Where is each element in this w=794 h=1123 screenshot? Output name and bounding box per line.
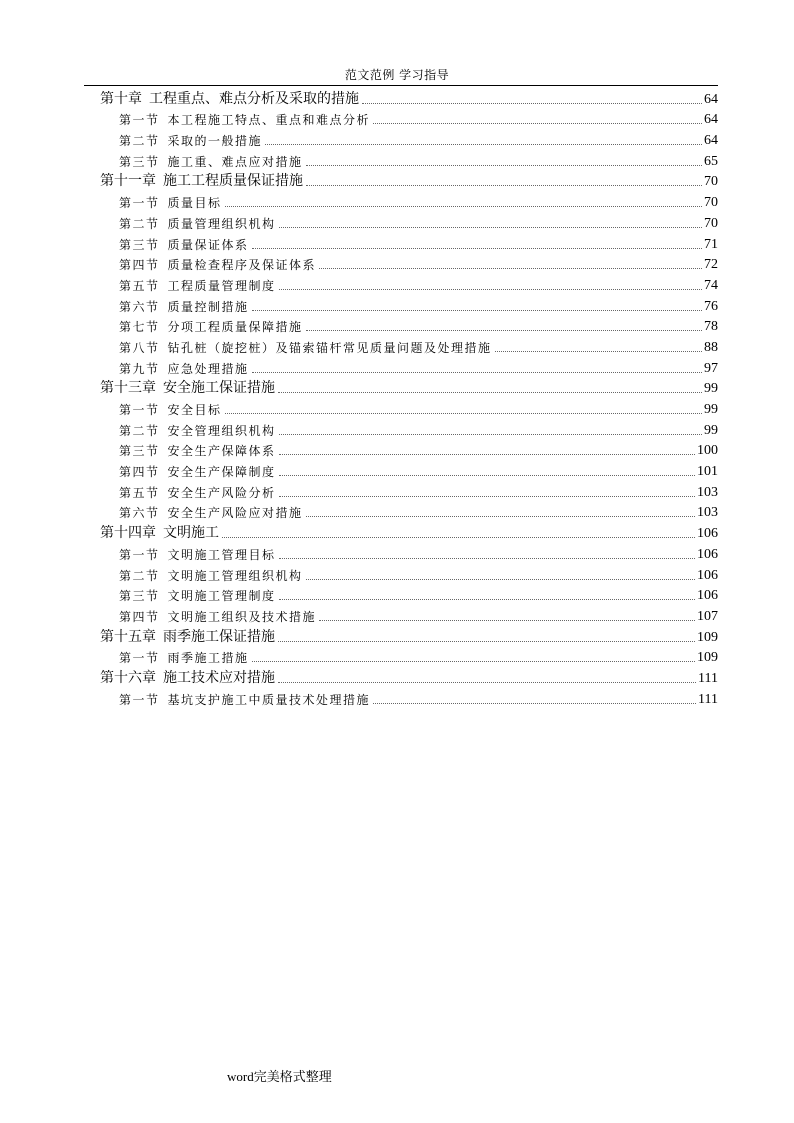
toc-entry-title: 雨季施工保证措施 (163, 628, 275, 645)
toc-dot-leader (225, 205, 702, 207)
toc-section-entry[interactable] (100, 335, 718, 356)
toc-section-entry[interactable] (100, 563, 718, 584)
table-of-contents (100, 87, 718, 708)
toc-entry-number: 第八节 (119, 340, 160, 355)
toc-dot-leader (252, 371, 702, 373)
toc-entry-number: 第九节 (119, 361, 160, 376)
toc-page-number: 97 (704, 360, 718, 376)
toc-entry-title: 安全生产风险应对措施 (167, 506, 303, 521)
toc-section-entry[interactable] (100, 397, 718, 418)
toc-entry-title: 质量检查程序及保证体系 (167, 258, 317, 273)
toc-page-number: 72 (704, 257, 718, 273)
toc-chapter-entry[interactable] (100, 170, 718, 191)
toc-entry-title: 质量保证体系 (167, 237, 249, 252)
toc-section-entry[interactable] (100, 501, 718, 522)
toc-entry-number: 第五节 (119, 485, 160, 500)
toc-entry-number: 第二节 (119, 568, 160, 583)
toc-entry-title: 文明施工管理目标 (167, 547, 276, 562)
toc-chapter-entry[interactable] (100, 625, 718, 646)
toc-entry-title: 雨季施工措施 (167, 651, 249, 666)
toc-entry-number: 第六节 (119, 299, 160, 314)
toc-entry-number: 第二节 (119, 216, 160, 231)
toc-section-entry[interactable] (100, 190, 718, 211)
toc-entry-title: 文明施工管理制度 (167, 589, 276, 604)
toc-entry-title: 文明施工 (163, 525, 219, 542)
toc-section-entry[interactable] (100, 128, 718, 149)
toc-entry-number: 第十四章 (100, 525, 156, 542)
toc-page-number: 78 (704, 319, 718, 335)
toc-entry-number: 第一节 (119, 113, 160, 128)
toc-dot-leader (278, 640, 695, 642)
toc-entry-title: 本工程施工特点、重点和难点分析 (167, 113, 371, 128)
toc-chapter-entry[interactable] (100, 87, 718, 108)
toc-entry-number: 第一节 (119, 547, 160, 562)
toc-page-number: 111 (698, 691, 718, 707)
toc-page-number: 106 (697, 567, 718, 583)
toc-entry-number: 第六节 (119, 506, 160, 521)
toc-dot-leader (278, 391, 702, 393)
toc-entry-number: 第三节 (119, 154, 160, 169)
toc-entry-title: 安全管理组织机构 (167, 423, 276, 438)
toc-section-entry[interactable] (100, 253, 718, 274)
toc-dot-leader (279, 557, 695, 559)
toc-page-number: 70 (704, 195, 718, 211)
toc-page-number: 100 (697, 443, 718, 459)
toc-entry-number: 第一节 (119, 692, 160, 707)
toc-entry-number: 第二节 (119, 423, 160, 438)
toc-entry-number: 第十一章 (100, 173, 156, 190)
toc-entry-title: 施工技术应对措施 (163, 669, 275, 686)
toc-section-entry[interactable] (100, 356, 718, 377)
toc-page-number: 99 (704, 402, 718, 417)
toc-entry-number: 第三节 (119, 444, 160, 459)
toc-entry-number: 第五节 (119, 278, 160, 293)
toc-entry-title: 文明施工管理组织机构 (167, 568, 303, 583)
toc-page-number: 64 (704, 133, 718, 149)
toc-chapter-entry[interactable] (100, 521, 718, 542)
toc-dot-leader (495, 350, 702, 352)
toc-dot-leader (278, 681, 696, 683)
toc-entry-title: 采取的一般措施 (167, 134, 263, 149)
toc-entry-title: 分项工程质量保障措施 (167, 320, 303, 335)
toc-dot-leader (319, 267, 702, 269)
toc-dot-leader (319, 619, 695, 621)
toc-dot-leader (279, 474, 695, 476)
toc-dot-leader (279, 433, 702, 435)
toc-entry-title: 工程质量管理制度 (167, 278, 276, 293)
toc-entry-number: 第十六章 (100, 669, 156, 686)
toc-dot-leader (252, 660, 695, 662)
toc-dot-leader (279, 288, 702, 290)
toc-section-entry[interactable] (100, 604, 718, 625)
toc-entry-number: 第一节 (119, 403, 160, 417)
toc-page-number: 101 (697, 464, 718, 480)
toc-page-number: 103 (697, 505, 718, 521)
toc-page-number: 88 (704, 339, 718, 355)
toc-dot-leader (373, 702, 696, 704)
toc-dot-leader (265, 143, 702, 145)
toc-entry-title: 安全生产保障制度 (167, 465, 276, 480)
toc-page-number: 74 (704, 277, 718, 293)
toc-section-entry[interactable] (100, 273, 718, 294)
toc-entry-number: 第三节 (119, 237, 160, 252)
toc-entry-title: 安全施工保证措施 (163, 380, 275, 397)
toc-section-entry[interactable] (100, 232, 718, 253)
toc-entry-title: 安全生产保障体系 (167, 444, 276, 459)
toc-section-entry[interactable] (100, 418, 718, 439)
toc-dot-leader (306, 164, 702, 166)
toc-dot-leader (279, 598, 695, 600)
toc-section-entry[interactable] (100, 439, 718, 460)
toc-page-number: 103 (697, 484, 718, 500)
toc-entry-number: 第四节 (119, 258, 160, 273)
toc-dot-leader (225, 412, 702, 414)
toc-dot-leader (373, 122, 702, 124)
toc-entry-number: 第三节 (119, 589, 160, 604)
toc-page-number: 70 (704, 215, 718, 231)
toc-section-entry[interactable] (100, 646, 718, 667)
toc-dot-leader (306, 329, 702, 331)
header-rule (84, 85, 718, 86)
toc-dot-leader (252, 247, 702, 249)
toc-dot-leader (279, 453, 695, 455)
toc-page-number: 107 (697, 608, 718, 624)
toc-entry-title: 质量目标 (167, 196, 222, 211)
toc-chapter-entry[interactable] (100, 377, 718, 398)
page-header: 范文范例 学习指导 (344, 68, 450, 82)
toc-dot-leader (306, 184, 702, 186)
toc-entry-number: 第二节 (119, 134, 160, 149)
toc-dot-leader (279, 226, 702, 228)
toc-entry-number: 第四节 (119, 609, 160, 624)
toc-dot-leader (222, 536, 695, 538)
toc-page-number: 99 (704, 381, 718, 397)
toc-section-entry[interactable] (100, 542, 718, 563)
toc-entry-title: 质量控制措施 (167, 299, 249, 314)
toc-entry-number: 第十三章 (100, 380, 156, 397)
toc-page-number: 106 (697, 546, 718, 562)
toc-entry-number: 第七节 (119, 320, 160, 335)
toc-dot-leader (306, 578, 695, 580)
toc-dot-leader (279, 495, 695, 497)
page-footer: word完美格式整理 (227, 1069, 332, 1084)
toc-entry-title: 工程重点、难点分析及采取的措施 (149, 90, 359, 107)
toc-section-entry[interactable] (100, 584, 718, 605)
toc-dot-leader (362, 102, 702, 104)
toc-section-entry[interactable] (100, 294, 718, 315)
toc-page-number: 111 (698, 670, 718, 686)
toc-chapter-entry[interactable] (100, 666, 718, 687)
toc-entry-title: 钻孔桩（旋挖桩）及锚索锚杆常见质量问题及处理措施 (167, 340, 492, 355)
toc-page-number: 76 (704, 298, 718, 314)
toc-page-number: 64 (704, 91, 718, 107)
toc-entry-title: 施工重、难点应对措施 (167, 154, 303, 169)
toc-entry-number: 第十五章 (100, 628, 156, 645)
toc-entry-title: 安全生产风险分析 (167, 485, 276, 500)
toc-dot-leader (252, 309, 702, 311)
toc-entry-title: 文明施工组织及技术措施 (167, 609, 317, 624)
toc-section-entry[interactable] (100, 687, 718, 708)
toc-page-number: 71 (704, 236, 718, 252)
toc-section-entry[interactable] (100, 211, 718, 232)
toc-entry-number: 第一节 (119, 651, 160, 666)
toc-page-number: 70 (704, 174, 718, 190)
toc-entry-title: 质量管理组织机构 (167, 216, 276, 231)
toc-page-number: 109 (697, 650, 718, 666)
toc-section-entry[interactable] (100, 459, 718, 480)
toc-entry-title: 基坑支护施工中质量技术处理措施 (167, 692, 371, 707)
toc-page-number: 106 (697, 526, 718, 542)
toc-entry-number: 第四节 (119, 465, 160, 480)
toc-entry-title: 施工工程质量保证措施 (163, 173, 303, 190)
toc-page-number: 109 (697, 629, 718, 645)
toc-section-entry[interactable] (100, 480, 718, 501)
toc-dot-leader (306, 515, 695, 517)
toc-page-number: 106 (697, 588, 718, 604)
toc-entry-number: 第一节 (119, 196, 160, 211)
toc-entry-number: 第十章 (100, 90, 142, 107)
toc-section-entry[interactable] (100, 108, 718, 129)
toc-page-number: 99 (704, 422, 718, 438)
toc-entry-title: 应急处理措施 (167, 361, 249, 376)
toc-page-number: 65 (704, 153, 718, 169)
toc-section-entry[interactable] (100, 149, 718, 170)
toc-section-entry[interactable] (100, 315, 718, 336)
toc-page-number: 64 (704, 112, 718, 128)
toc-entry-title: 安全目标 (167, 403, 222, 417)
